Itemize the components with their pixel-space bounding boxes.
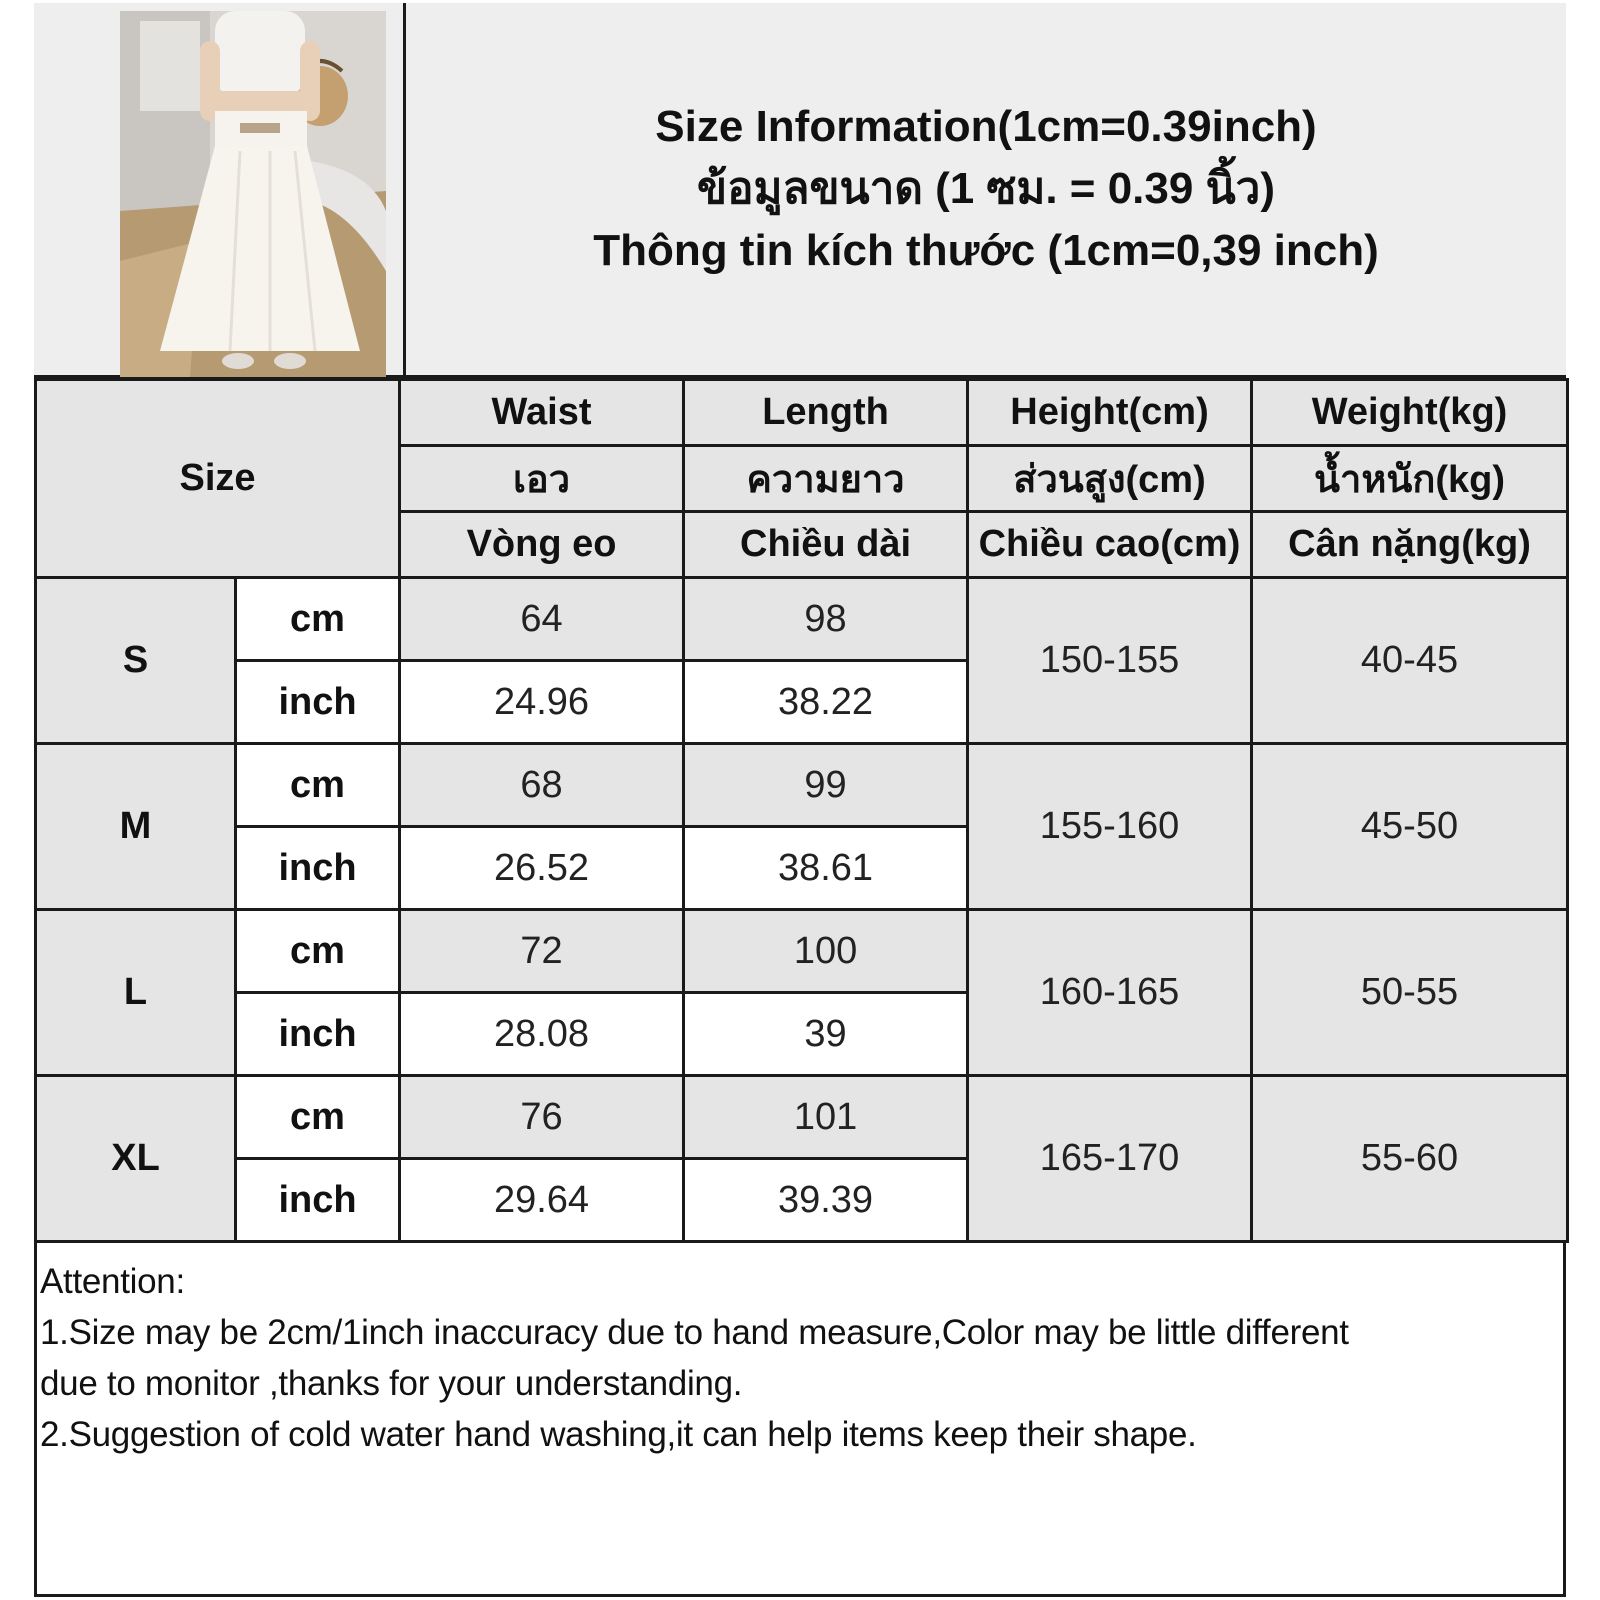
- table-row: [36, 744, 1568, 827]
- attention-heading: Attention:: [40, 1262, 185, 1301]
- skirt-photo-icon: [120, 11, 386, 377]
- size-label-l: L: [36, 910, 236, 1076]
- unit-inch: inch: [236, 1159, 400, 1242]
- waist-cm-m: 68: [400, 744, 684, 827]
- weight-header-en: Weight(kg): [1252, 380, 1568, 446]
- unit-inch: inch: [236, 827, 400, 910]
- note-2: 2.Suggestion of cold water hand washing,it can help items keep their shape.: [40, 1415, 1197, 1454]
- length-cm-l: 100: [684, 910, 968, 993]
- waist-header-vi: Vòng eo: [400, 512, 684, 578]
- length-cm-m: 99: [684, 744, 968, 827]
- length-inch-s: 38.22: [684, 661, 968, 744]
- waist-cm-xl: 76: [400, 1076, 684, 1159]
- weight-header-vi: Cân nặng(kg): [1252, 512, 1568, 578]
- length-header-en: Length: [684, 380, 968, 446]
- height-header-th: ส่วนสูง(cm): [968, 446, 1252, 512]
- weight-header-th: น้ำหนัก(kg): [1252, 446, 1568, 512]
- unit-cm: cm: [236, 578, 400, 661]
- unit-inch: inch: [236, 993, 400, 1076]
- waist-cm-s: 64: [400, 578, 684, 661]
- note-1-line-1: 1.Size may be 2cm/1inch inaccuracy due to hand measure,Color may be little different: [40, 1313, 1349, 1352]
- size-information-header: [406, 3, 1566, 378]
- title-english: Size Information(1cm=0.39inch): [655, 102, 1317, 151]
- length-inch-xl: 39.39: [684, 1159, 968, 1242]
- size-label-xl: XL: [36, 1076, 236, 1242]
- size-label-s: S: [36, 578, 236, 744]
- note-1-line-2: due to monitor ,thanks for your understanding.: [40, 1364, 743, 1403]
- weight-range-m: 45-50: [1252, 744, 1568, 910]
- height-header-vi: Chiều cao(cm): [968, 512, 1252, 578]
- waist-header-th: เอว: [400, 446, 684, 512]
- unit-cm: cm: [236, 1076, 400, 1159]
- height-range-xl: 165-170: [968, 1076, 1252, 1242]
- size-header: Size: [36, 380, 400, 578]
- title-vietnamese: Thông tin kích thước (1cm=0,39 inch): [593, 226, 1379, 275]
- table-row: [36, 910, 1568, 993]
- height-range-s: 150-155: [968, 578, 1252, 744]
- waist-inch-l: 28.08: [400, 993, 684, 1076]
- length-inch-l: 39: [684, 993, 968, 1076]
- length-inch-m: 38.61: [684, 827, 968, 910]
- height-range-m: 155-160: [968, 744, 1252, 910]
- size-table: [34, 378, 1569, 1243]
- waist-inch-s: 24.96: [400, 661, 684, 744]
- waist-cm-l: 72: [400, 910, 684, 993]
- size-label-m: M: [36, 744, 236, 910]
- photo-cell: [34, 3, 406, 378]
- unit-cm: cm: [236, 744, 400, 827]
- waist-header-en: Waist: [400, 380, 684, 446]
- height-range-l: 160-165: [968, 910, 1252, 1076]
- weight-range-l: 50-55: [1252, 910, 1568, 1076]
- title-thai: ข้อมูลขนาด (1 ซม. = 0.39 นิ้ว): [696, 164, 1275, 213]
- length-header-vi: Chiều dài: [684, 512, 968, 578]
- weight-range-s: 40-45: [1252, 578, 1568, 744]
- weight-range-xl: 55-60: [1252, 1076, 1568, 1242]
- length-header-th: ความยาว: [684, 446, 968, 512]
- length-cm-s: 98: [684, 578, 968, 661]
- table-row: [36, 1076, 1568, 1159]
- unit-inch: inch: [236, 661, 400, 744]
- unit-cm: cm: [236, 910, 400, 993]
- attention-notes: [40, 1256, 1550, 1460]
- waist-inch-m: 26.52: [400, 827, 684, 910]
- length-cm-xl: 101: [684, 1076, 968, 1159]
- table-row: [36, 578, 1568, 661]
- height-header-en: Height(cm): [968, 380, 1252, 446]
- waist-inch-xl: 29.64: [400, 1159, 684, 1242]
